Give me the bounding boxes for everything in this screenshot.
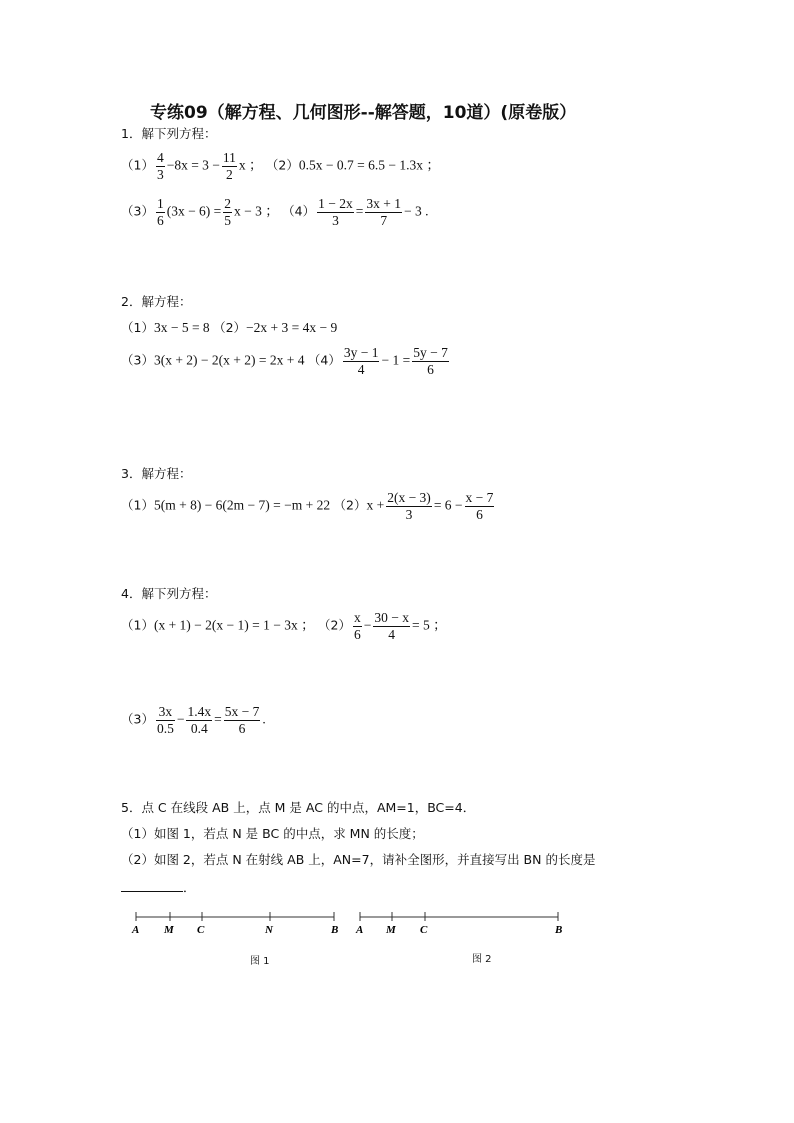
figure-1-caption: 图 1: [250, 956, 270, 967]
point-label-m: M: [164, 924, 174, 936]
fraction: $\frac{4}{3}$: [156, 150, 164, 182]
answer-blank: ．: [121, 878, 196, 896]
fraction: $\frac{3y - 1}{4}$: [343, 345, 379, 377]
fraction: $\frac{x - 7}{6}$: [465, 490, 494, 522]
q4-row2: （3） $\frac{3x}{0.5}$ − $\frac{1.4x}{0.4}$ = $\frac{5x - 7}{6}$ .: [121, 704, 266, 736]
fraction: $\frac{x}{6}$: [353, 610, 361, 642]
point-label-b: B: [555, 924, 563, 936]
fraction: $\frac{3x}{0.5}$: [156, 704, 174, 736]
q2-heading: 2．解方程：: [121, 294, 192, 309]
point-label-n: N: [265, 924, 273, 936]
q1-row1: （1） $\frac{4}{3}$ −8x = 3 − $\frac{11}{2}$ x ； （2）0.5x − 0.7 = 6.5 − 1.3x ；: [121, 150, 440, 182]
fraction: $\frac{5y - 7}{6}$: [413, 345, 448, 377]
fraction: $\frac{11}{2}$: [222, 150, 236, 182]
figure-2: [352, 908, 572, 958]
q4-heading: 4．解下列方程：: [121, 586, 217, 601]
point-label-c: C: [420, 924, 428, 936]
q1-row2: （3） $\frac{1}{6}$ (3x − 6) = $\frac{2}{5}$ x − 3 ； （4） $\frac{1 - 2x}{3}$ = $\frac{3x + 1}{7}$ − 3 .: [121, 196, 429, 228]
q4-row1: （1）(x + 1) − 2(x − 1) = 1 − 3x ； （2） $\frac{x}{6}$ − $\frac{30 - x}{4}$ = 5 ；: [121, 610, 447, 642]
q2-row1: （1）3x − 5 = 8 （2）−2x + 3 = 4x − 9: [121, 320, 338, 335]
q3-heading: 3．解方程：: [121, 466, 192, 481]
q1-heading: 1．解下列方程：: [121, 126, 217, 141]
q5-part2: （2）如图 2，若点 N 在射线 AB 上，AN=7，请补全图形，并直接写出 BN 的长度是: [121, 852, 596, 867]
figure-1: [128, 908, 348, 958]
page-title: 专练09（解方程、几何图形--解答题，10道）(原卷版）: [150, 103, 577, 123]
point-label-a: A: [356, 924, 364, 936]
fraction: $\frac{1.4x}{0.4}$: [187, 704, 212, 736]
fraction: $\frac{3x + 1}{7}$: [366, 196, 401, 228]
fraction: $\frac{2}{5}$: [224, 196, 232, 228]
fraction: $\frac{5x - 7}{6}$: [224, 704, 260, 736]
point-label-b: B: [331, 924, 339, 936]
point-label-m: M: [386, 924, 396, 936]
fraction: $\frac{2(x - 3)}{3}$: [387, 490, 431, 522]
q5-heading: 5．点 C 在线段 AB 上，点 M 是 AC 的中点，AM=1，BC=4．: [121, 800, 476, 815]
fraction: $\frac{30 - x}{4}$: [374, 610, 409, 642]
q5-part1: （1）如图 1，若点 N 是 BC 的中点，求 MN 的长度；: [121, 826, 424, 841]
point-label-a: A: [132, 924, 140, 936]
q3-row1: （1）5(m + 8) − 6(2m − 7) = −m + 22 （2）x + $\frac{2(x - 3)}{3}$ = 6 − $\frac{x - 7}{6}$: [121, 490, 494, 522]
fraction: $\frac{1 - 2x}{3}$: [318, 196, 353, 228]
fraction: $\frac{1}{6}$: [156, 196, 164, 228]
q2-row2: （3）3(x + 2) − 2(x + 2) = 2x + 4 （4） $\frac{3y - 1}{4}$ − 1 = $\frac{5y - 7}{6}$: [121, 345, 448, 377]
point-label-c: C: [197, 924, 205, 936]
figure-2-caption: 图 2: [472, 954, 492, 965]
